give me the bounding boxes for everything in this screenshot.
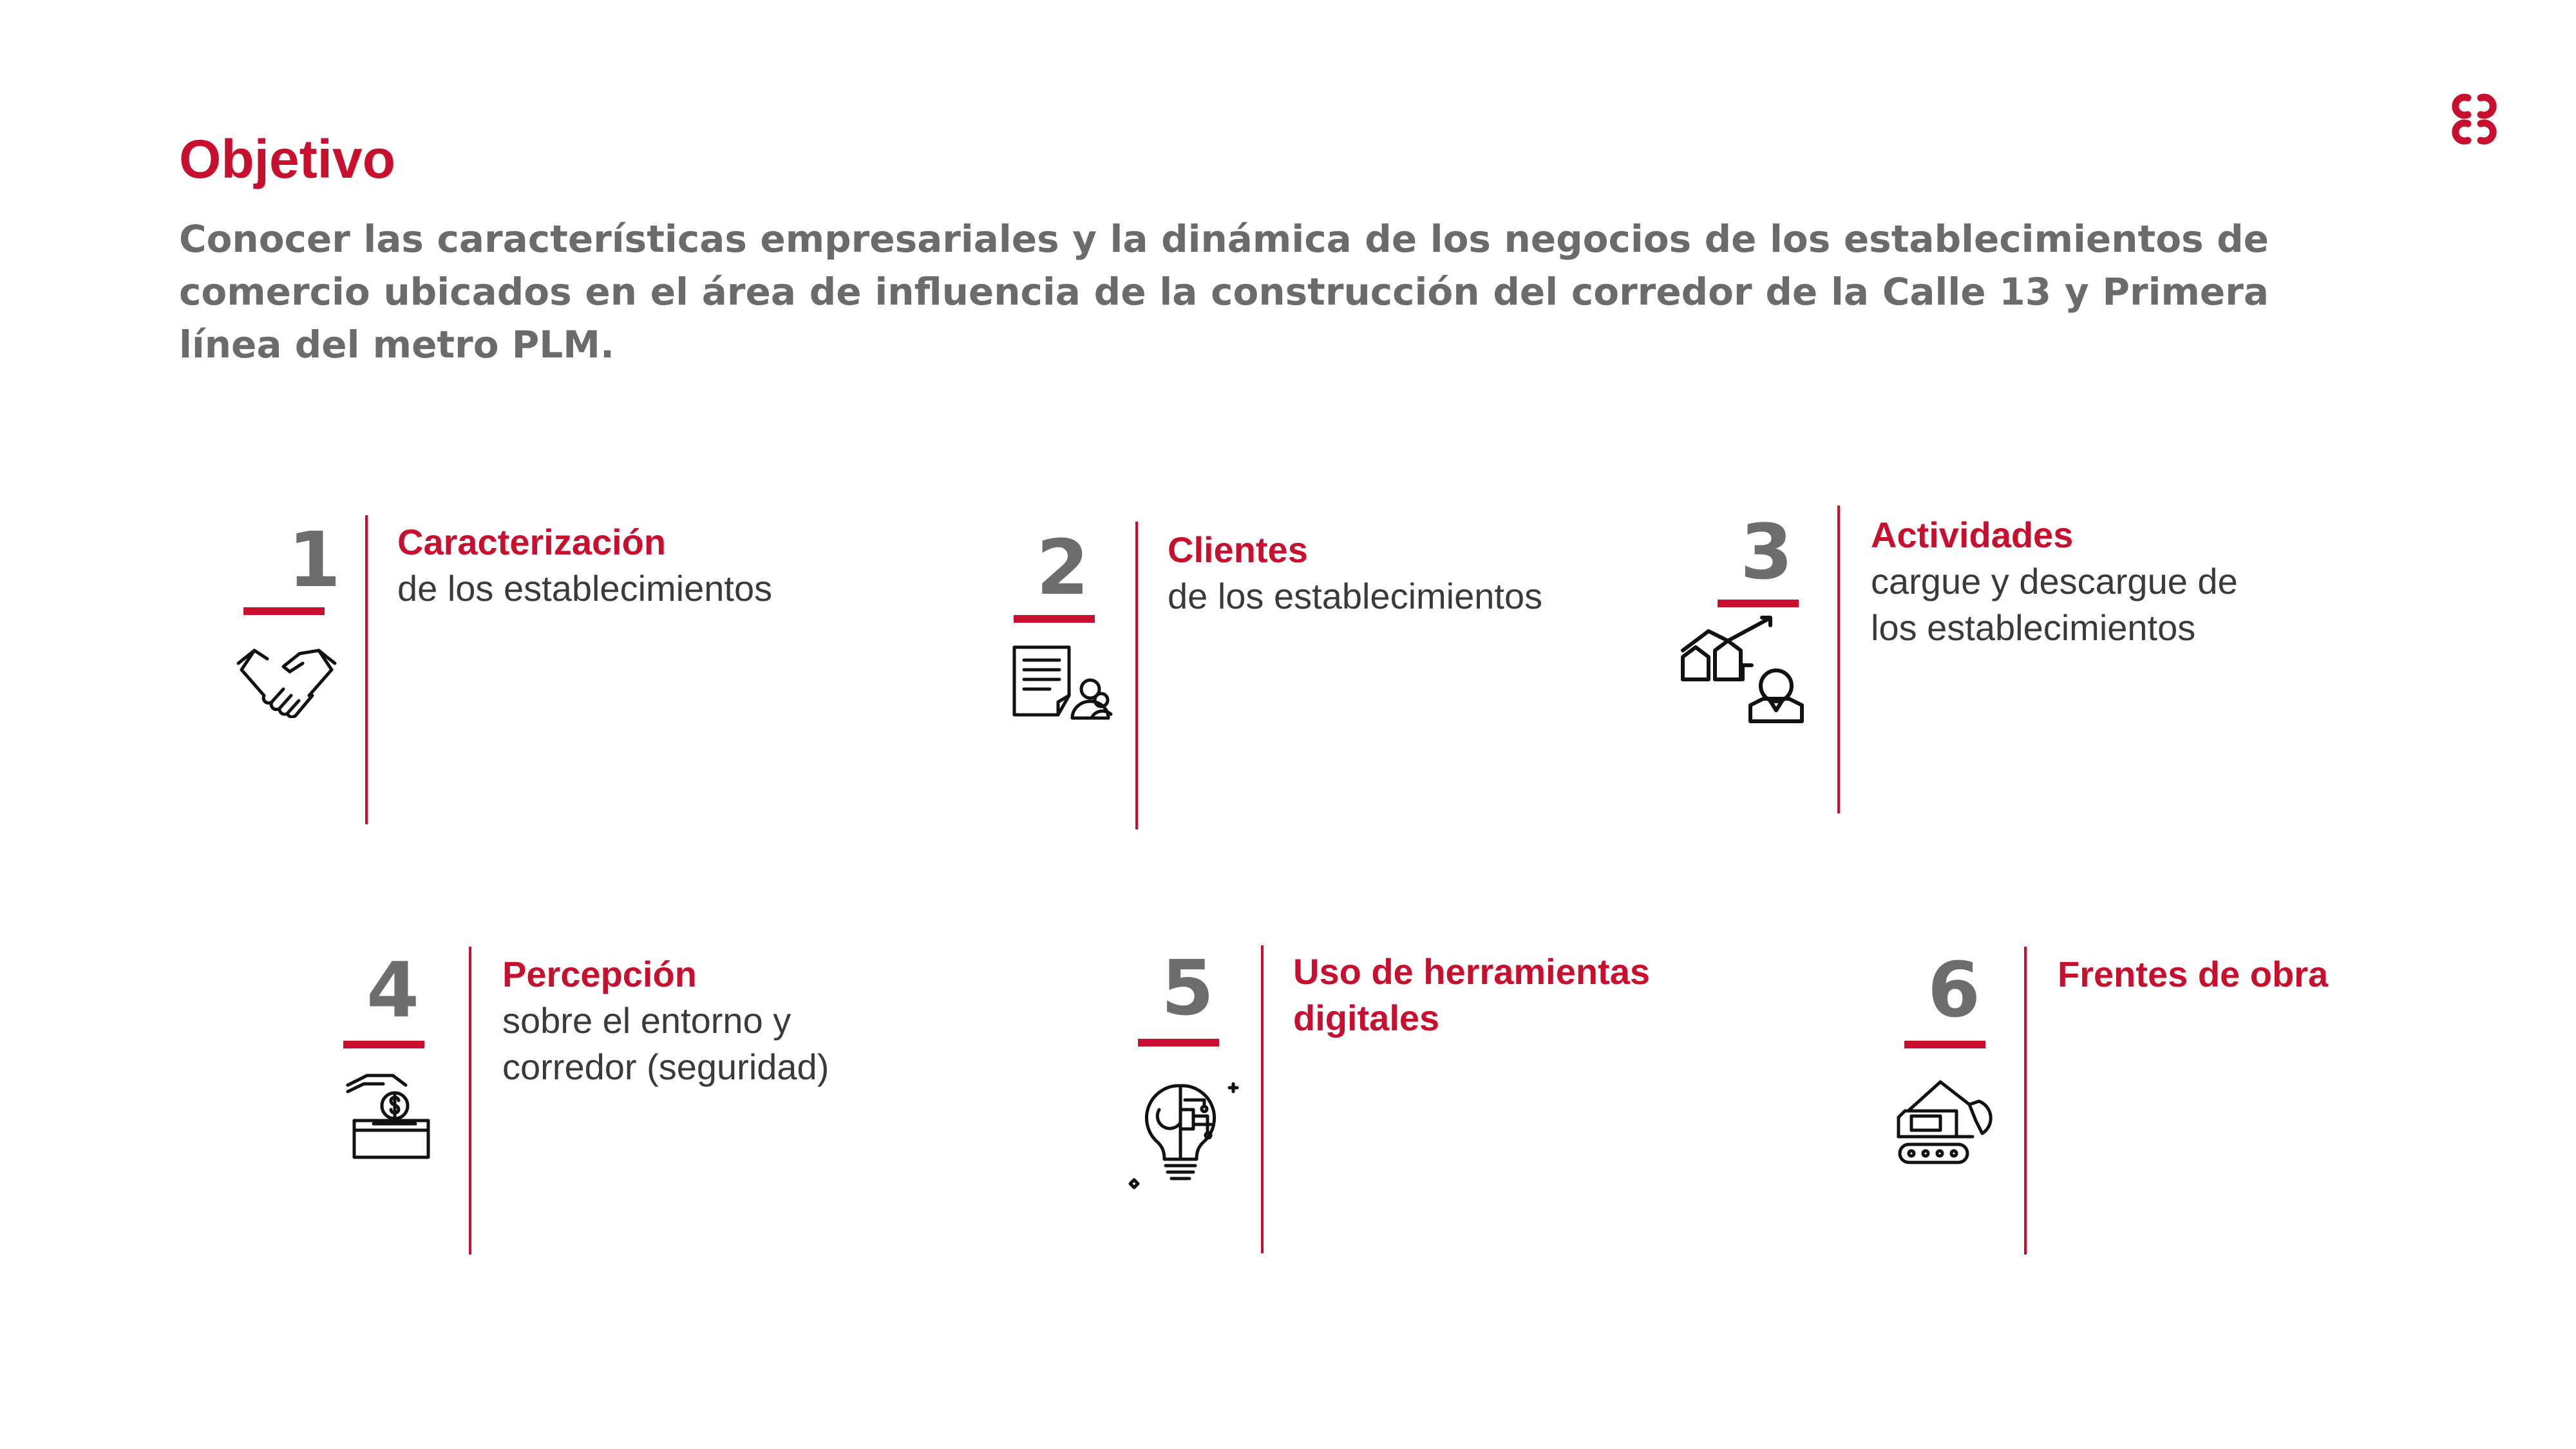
item-number: 1 xyxy=(287,515,341,604)
item-description: de los establecimientos xyxy=(1168,576,1543,616)
item-heading: Clientes xyxy=(1168,529,1308,570)
item-number: 2 xyxy=(1036,523,1090,612)
page-title: Objetivo xyxy=(179,129,396,189)
excavator-icon xyxy=(1892,1072,1998,1169)
number-underline xyxy=(343,1041,424,1048)
number-underline xyxy=(1014,615,1095,623)
item-heading: Frentes de obra xyxy=(2058,954,2329,994)
money-box-icon xyxy=(345,1072,431,1162)
item-number: 4 xyxy=(366,945,420,1034)
item-heading: Uso de herramientas xyxy=(1293,951,1650,992)
item-description-line1: cargue y descargue de xyxy=(1871,561,2238,601)
number-underline xyxy=(1904,1041,1985,1048)
divider-line xyxy=(1135,522,1138,829)
divider-line xyxy=(1261,945,1264,1253)
number-underline xyxy=(1718,600,1799,607)
document-user-icon xyxy=(1008,641,1114,724)
item-description-line2: los establecimientos xyxy=(1871,607,2196,648)
digital-bulb-icon xyxy=(1124,1081,1240,1193)
item-heading-line2: digitales xyxy=(1293,998,1440,1038)
divider-line xyxy=(469,947,471,1255)
number-underline xyxy=(243,607,325,615)
number-underline xyxy=(1138,1039,1219,1046)
handshake-icon xyxy=(235,634,338,718)
chart-user-icon xyxy=(1680,615,1812,724)
item-description: de los establecimientos xyxy=(397,568,773,609)
item-number: 6 xyxy=(1927,945,1981,1034)
item-heading: Percepción xyxy=(502,954,697,994)
brand-logo-icon xyxy=(2442,90,2506,148)
item-description-line1: sobre el entorno y xyxy=(502,1000,791,1041)
item-number: 5 xyxy=(1160,943,1215,1032)
item-number: 3 xyxy=(1739,507,1794,596)
divider-line xyxy=(365,515,368,824)
divider-line xyxy=(1837,506,1840,813)
item-description-line2: corredor (seguridad) xyxy=(502,1046,829,1087)
item-heading: Caracterización xyxy=(397,522,667,562)
item-heading: Actividades xyxy=(1871,515,2074,555)
divider-line xyxy=(2024,947,2027,1255)
objective-description: Conocer las características empresariales y la dinámica de los negocios de los establecimientos de comercio ubicados en el área de influencia de la construcción del corredor de la Calle 13 y Primera línea del metro PLM. xyxy=(179,217,2269,366)
